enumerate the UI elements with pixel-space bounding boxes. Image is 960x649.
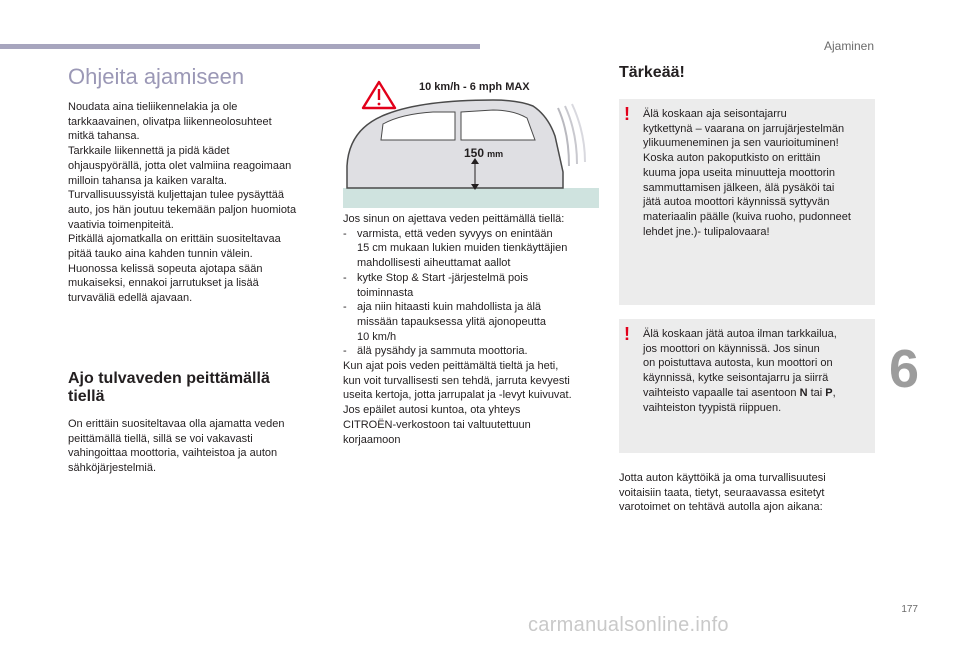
- list-item: - aja niin hitaasti kuin mahdollista ja älä missään tapauksessa ylitä ajonopeutta 10 km/h: [343, 300, 601, 344]
- warning-text-part: tai: [807, 386, 826, 399]
- flood-intro-text: On erittäin suositeltavaa olla ajamatta veden peittämällä tiellä, sillä se voi vakavasti vahingoittaa moottoria, vaihteistoa ja auton sähköjärjestelmiä.: [68, 418, 285, 475]
- column-left: [68, 64, 328, 475]
- flood-section-title: Ajo tulvaveden peittämällä tiellä: [68, 370, 270, 405]
- list-item: - älä pysähdy ja sammuta moottoria.: [343, 344, 601, 359]
- warning-box-parking-brake: [619, 99, 875, 305]
- water-depth-unit: mm: [487, 149, 504, 159]
- closing-text: Jotta auton käyttöikä ja oma turvallisuutesi voitaisiin taata, tietyt, seuraavassa esitetyt varotoimet on tehtävä autolla ajon aikana:: [619, 472, 826, 514]
- speed-limit-label: 10 km/h - 6 mph MAX: [419, 81, 530, 93]
- warning-exclamation-bar: [378, 89, 380, 100]
- flood-illustration: [343, 76, 599, 208]
- warning-exclamation-dot: [378, 103, 381, 106]
- list-item-text: varmista, että veden syvyys on enintään 15 cm mukaan lukien muiden tienkäyttäjien mahdollisesti aiheuttamat aallot: [357, 227, 568, 270]
- water-depth-label: [464, 146, 503, 160]
- header-accent-bar: [0, 44, 480, 49]
- exclamation-icon: !: [624, 104, 630, 124]
- column-right: [619, 64, 875, 515]
- list-item: - kytke Stop & Start -järjestelmä pois toiminnasta: [343, 271, 601, 300]
- chapter-number: 6: [889, 339, 920, 399]
- warning-text-part: , vaihteiston tyypistä riippuen.: [643, 386, 836, 414]
- after-flood-text: Kun ajat pois veden peittämältä tieltä ja heti, kun voit turvallisesti sen tehdä, jarruta kevyesti useita kertoja, jotta jarrupalat ja -levyt kuivuvat. Jos epäilet autosi kuntoa, ota yhteys CITROËN-verkostoon tai valtuutettuun korjaamoon: [343, 360, 572, 446]
- list-item-text: kytke Stop & Start -järjestelmä pois toiminnasta: [357, 271, 529, 299]
- column-middle: [343, 76, 601, 447]
- intro-text: Noudata aina tieliikennelakia ja ole tarkkaavainen, olivatpa liikenneolosuhteet mitkä tahansa. Tarkkaile liikennettä ja pidä kädet ohjauspyörällä, jotta olet valmiina reagoimaan milloin tahansa ja kaiken varalta. Turvallisuussyistä kuljettajan tulee pysäyttää auto, jos hän joutuu tekemään paljon huomiota vaativia toimenpiteitä. Pitkällä ajomatkalla on erittäin suositeltavaa pitää tauko aina kahden tunnin välein. Huonossa kelissä sopeuta ajotapa sään mukaiseksi, ennakoi jarrutukset ja lisää turvaväliä edellä ajavaan.: [68, 101, 297, 305]
- list-item-text: aja niin hitaasti kuin mahdollista ja älä missään tapauksessa ylitä ajonopeutta 10 km/h: [357, 301, 546, 343]
- warning-text: [643, 327, 869, 415]
- page-title: Ohjeita ajamiseen: [68, 64, 245, 89]
- warning-text: Älä koskaan aja seisontajarru kytkettynä – vaarana on jarrujärjestelmän ylikuumeneminen ja sen vaurioituminen! Koska auton pakoputkisto on erittäin kuuma jopa useita minuutteja moottorin sammuttamisen jälkeen, älä pysäköi tai jätä autoa moottori käynnissä syttyvän materiaalin päälle (kuiva ruoho, pudonneet lehdet jne.)- tulipalovaara!: [643, 108, 851, 238]
- flood-lead-text: Jos sinun on ajettava veden peittämällä tiellä:: [343, 213, 565, 225]
- water-depth-value: 150: [464, 146, 485, 160]
- important-title: Tärkeää!: [619, 64, 685, 81]
- gear-p-label: P: [825, 386, 833, 399]
- section-label: Ajaminen: [823, 39, 874, 53]
- list-item-text: älä pysähdy ja sammuta moottoria.: [357, 345, 528, 358]
- page-number: 177: [901, 604, 918, 615]
- water-area: [343, 188, 599, 208]
- exclamation-icon: !: [624, 324, 630, 344]
- gear-n-label: N: [799, 386, 808, 399]
- warning-text-part: Älä koskaan jätä autoa ilman tarkkailua, jos moottori on käynnissä. Jos sinun on poistuttava autosta, kun moottori on käynnissä, kytke seisontajarru ja siirrä vaihteisto vapaalle tai asentoon: [643, 328, 837, 399]
- car-in-water-drawing: [343, 76, 599, 208]
- flood-instructions: [343, 212, 601, 447]
- list-item: - varmista, että veden syvyys on enintään 15 cm mukaan lukien muiden tienkäyttäjien mahdollisesti aiheuttamat aallot: [343, 227, 601, 271]
- warning-box-unattended: [619, 319, 875, 453]
- watermark: carmanualsonline.info: [528, 614, 729, 636]
